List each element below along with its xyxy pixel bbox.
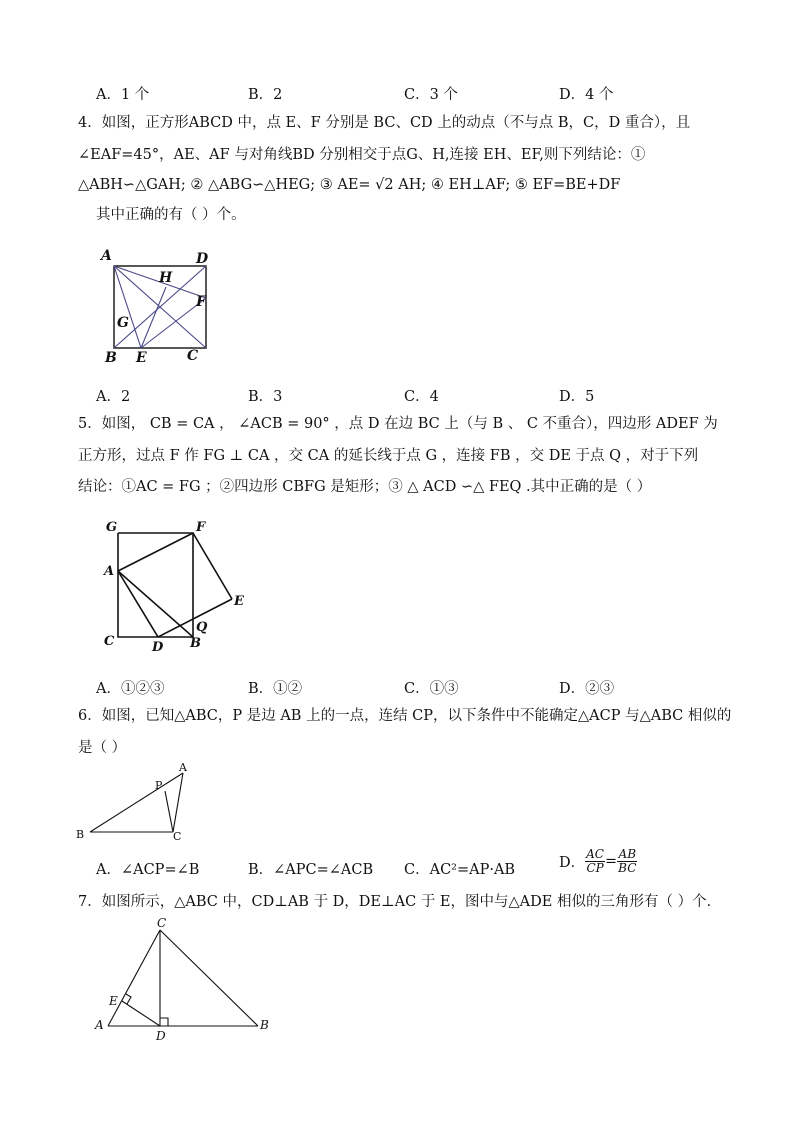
q5-label-b: B [190,636,201,651]
q5-option-c: C．①③ [404,681,459,697]
q5-label-d: D [152,640,164,655]
q7-label-e: E [109,994,118,1008]
q7-label-b: B [260,1018,269,1032]
q6-label-c: C [173,830,182,843]
q4-option-a: A．2 [96,389,131,405]
q4-option-c: C．4 [404,389,439,405]
q5-line-1: 5．如图， CB = CA ， ∠ACB = 90° ，点 D 在边 BC 上（与 B 、 C 不重合），四边形 ADEF 为 [78,416,718,432]
q6-label-a: A [179,761,187,774]
q6-option-d-frac2-num: AB [618,847,637,861]
q6-option-d-prefix: D． [559,855,586,871]
q4-label-c: C [187,348,199,364]
q7-line-1: 7．如图所示，△ABC 中，CD⊥AB 于 D，DE⊥AC 于 E，图中与△ADE 相似的三角形有（ ）个． [78,894,722,910]
q6-option-d-eq: = [605,853,618,870]
q4-line-2: ∠EAF=45°，AE、AF 与对角线BD 分别相交于点G、H,连接 EH、EF,则下列结论：① [78,147,646,163]
q6-option-b: B．∠APC=∠ACB [248,862,374,878]
q3-option-d: D．4 个 [559,87,614,103]
q4-label-b: B [105,350,117,366]
q4-label-a: A [101,248,112,264]
q6-option-d-frac1-num: AC [586,847,604,861]
q4-line-4: 其中正确的有（ ）个。 [96,207,246,223]
q4-option-d: D．5 [559,389,595,405]
q3-option-b: B．2 [248,87,283,103]
q5-line-3: 结论：①AC = FG ；②四边形 CBFG 是矩形；③ △ ACD ∽△ FEQ .其中正确的是（ ） [78,479,652,495]
q6-option-a: A．∠ACP=∠B [96,862,200,878]
q6-option-d [559,848,637,875]
q5-label-q: Q [196,620,208,635]
q6-option-c: C．AC²=AP·AB [404,862,516,878]
q6-label-b: B [76,828,85,841]
q4-figure [95,240,225,370]
q6-line-1: 6．如图，已知△ABC，P 是边 AB 上的一点，连结 CP，以下条件中不能确定△ACP 与△ABC 相似的 [78,708,732,724]
q4-label-f: F [196,294,206,310]
q5-option-d: D．②③ [559,681,615,697]
q7-label-c: C [157,916,167,930]
q4-option-b: B．3 [248,389,283,405]
q5-label-f: F [196,520,206,535]
q6-option-d-fraction-2 [617,848,637,875]
q3-option-a: A．1 个 [96,87,150,103]
q3-option-c: C．3 个 [404,87,458,103]
q4-line-1: 4．如图，正方形ABCD 中，点 E、F 分别是 BC、CD 上的动点（不与点 B，C，D 重合），且 [78,115,691,131]
q4-line-3: △ABH∽△GAH; ② △ABG∽△HEG; ③ AE= √2 AH; ④ EH⊥AF; ⑤ EF=BE+DF [78,177,621,193]
q5-label-g: G [106,520,118,535]
q5-option-a: A．①②③ [96,681,165,697]
q6-option-d-frac1-den: CP [586,861,604,875]
q4-label-d: D [196,251,209,267]
q4-label-g: G [117,315,129,331]
q7-label-a: A [95,1018,104,1032]
q5-label-e: E [234,594,244,609]
q5-line-2: 正方形，过点 F 作 FG ⊥ CA ，交 CA 的延长线于点 G ，连接 FB ，交 DE 于点 Q ，对于下列 [78,448,699,464]
q5-figure [100,515,260,655]
q7-label-d: D [156,1029,166,1043]
q4-label-h: H [159,270,173,286]
q4-label-e: E [136,350,147,366]
q5-option-b: B．①② [248,681,303,697]
q6-figure [70,760,210,845]
q6-line-2: 是（ ） [78,740,127,756]
q6-option-d-fraction-1 [585,848,605,875]
q5-label-c: C [104,634,115,649]
q6-option-d-frac2-den: BC [618,861,637,875]
q5-label-a: A [104,564,115,579]
q7-figure [85,915,280,1045]
q6-label-p: P [155,779,163,792]
